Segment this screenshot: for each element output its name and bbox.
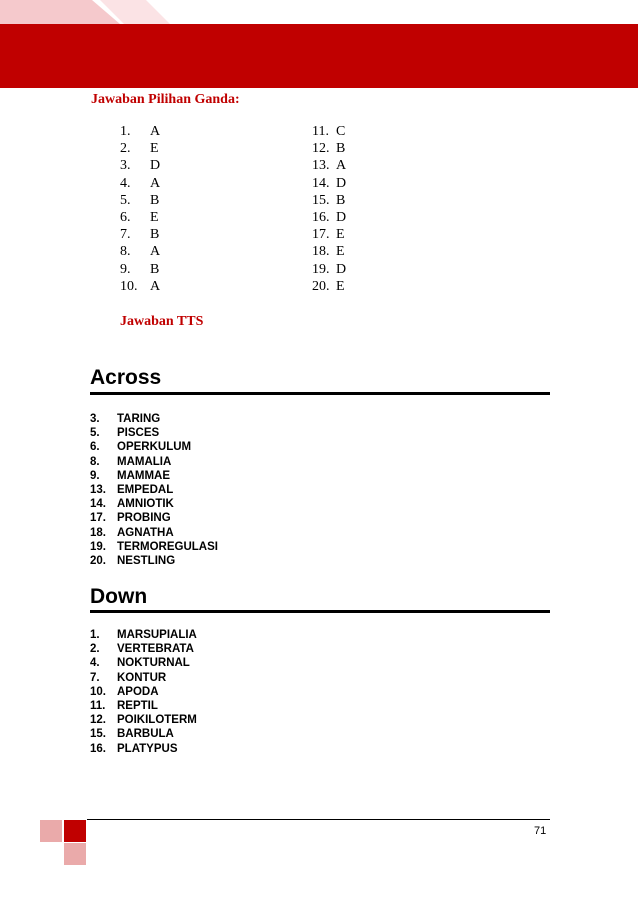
answer-row: 17. E <box>312 227 345 243</box>
list-item: 9. MAMMAE <box>90 469 171 482</box>
header-bar <box>0 24 638 88</box>
answer-row: 3. D <box>120 158 161 174</box>
answer-row: 8. A <box>120 244 161 260</box>
multiple-choice-title: Jawaban Pilihan Ganda: <box>91 92 240 107</box>
answer-row: 4. A <box>120 175 161 191</box>
answer-row: 6. E <box>120 209 159 225</box>
answer-row: 18. E <box>312 244 345 260</box>
down-list <box>90 628 197 756</box>
answer-row: 19. D <box>312 261 347 277</box>
list-item: 13. EMPEDAL <box>90 484 174 497</box>
footer-divider <box>87 819 550 820</box>
list-item: 3. TARING <box>90 413 161 426</box>
list-item: 10. APODA <box>90 685 159 698</box>
header-tab-decoration <box>0 0 120 24</box>
multiple-choice-list-left <box>120 123 160 295</box>
list-item: 16. PLATYPUS <box>90 742 178 755</box>
list-item: 19. TERMOREGULASI <box>90 540 218 553</box>
page-number: 71 <box>534 825 547 837</box>
list-item: 11. REPTIL <box>90 700 158 713</box>
list-item: 5. PISCES <box>90 427 160 440</box>
answer-row: 10. A <box>120 278 161 294</box>
list-item: 14. AMNIOTIK <box>90 498 174 511</box>
answer-row: 11. C <box>312 124 346 139</box>
list-item: 4. NOKTURNAL <box>90 657 190 670</box>
list-item: 18. AGNATHA <box>90 526 174 539</box>
answer-row: 12. B <box>312 141 346 157</box>
answer-row: 2. E <box>120 141 159 157</box>
list-item: 7. KONTUR <box>90 671 167 684</box>
list-item: 20. NESTLING <box>90 554 176 567</box>
list-item: 6. OPERKULUM <box>90 441 192 454</box>
footer-square-decoration <box>40 820 62 842</box>
answer-row: 7. B <box>120 227 160 243</box>
answer-row: 5. B <box>120 192 160 208</box>
list-item: 8. MAMALIA <box>90 455 172 468</box>
list-item: 1. MARSUPIALIA <box>90 629 197 642</box>
answer-row: 14. D <box>312 175 347 191</box>
list-item: 15. BARBULA <box>90 728 174 741</box>
list-item: 2. VERTEBRATA <box>90 643 194 656</box>
footer-square-decoration <box>64 820 86 842</box>
tts-title: Jawaban TTS <box>120 314 204 329</box>
answer-row: 13. A <box>312 158 347 174</box>
answer-row: 1. A <box>120 124 161 139</box>
answer-row: 20. E <box>312 278 345 294</box>
multiple-choice-list-right <box>312 123 346 295</box>
across-list <box>90 412 218 568</box>
list-item: 17. PROBING <box>90 512 171 525</box>
answer-row: 16. D <box>312 209 347 225</box>
across-divider <box>90 392 550 395</box>
down-heading: Down <box>90 585 148 608</box>
list-item: 12. POIKILOTERM <box>90 714 197 727</box>
answer-row: 9. B <box>120 261 160 277</box>
footer-square-decoration <box>64 843 86 865</box>
answer-row: 15. B <box>312 192 346 208</box>
down-divider <box>90 610 550 613</box>
across-heading: Across <box>90 366 162 389</box>
